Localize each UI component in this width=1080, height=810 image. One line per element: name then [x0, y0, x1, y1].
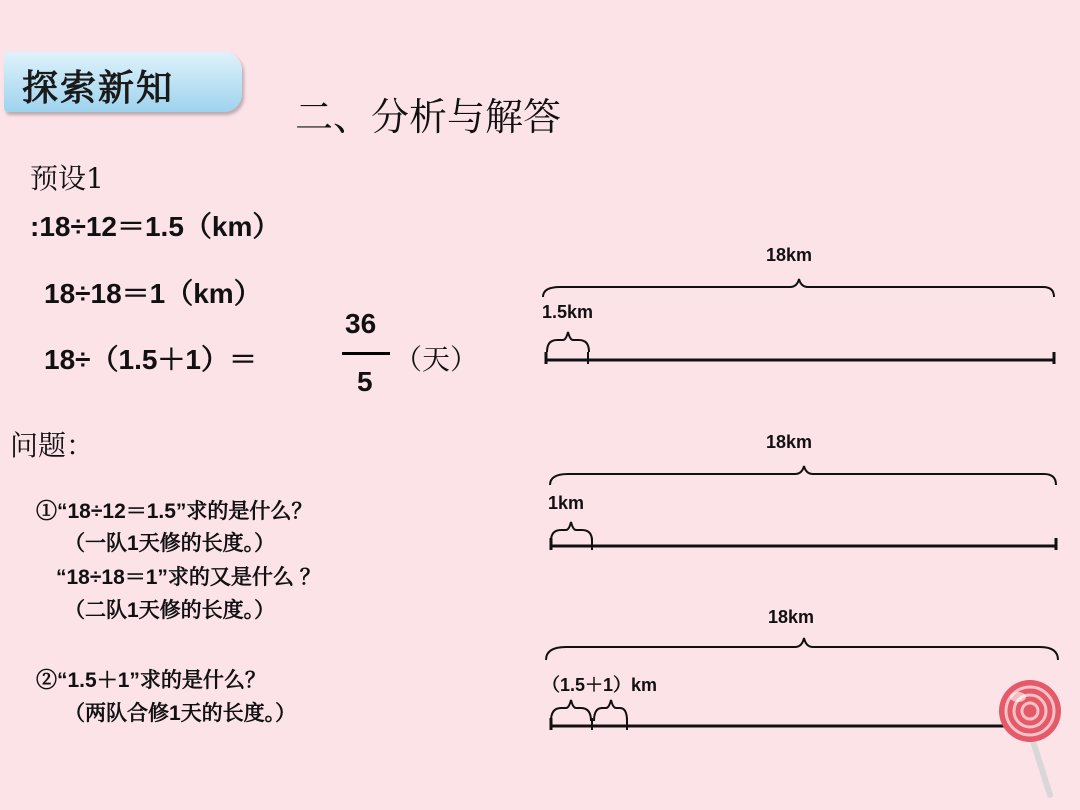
- diagram-1-part-label: 1.5km: [542, 302, 594, 322]
- preset-label: 预设1: [30, 162, 104, 195]
- fraction-numerator: 36: [345, 308, 377, 339]
- fraction-unit: （天）: [394, 343, 479, 376]
- section-badge-label: 探索新知: [22, 67, 175, 109]
- diagram-1-total-label: 18km: [766, 245, 813, 265]
- equation-1: :18÷12＝1.5（km）: [30, 211, 281, 242]
- answer-2: （两队合修1天的长度。）: [64, 702, 297, 725]
- answer-1b: （二队1天修的长度。）: [64, 599, 276, 622]
- fraction-denominator: 5: [357, 366, 373, 397]
- question-1: ①“18÷12＝1.5”求的是什么？: [36, 500, 313, 523]
- equation-3: 18÷（1.5＋1）＝: [44, 344, 258, 375]
- questions-heading: 问题：: [10, 429, 95, 462]
- diagram-3-total-label: 18km: [768, 607, 815, 627]
- diagram-2-part-label: 1km: [548, 493, 585, 513]
- diagram-3-part-label: （1.5＋1）km: [542, 675, 658, 695]
- answer-1: （一队1天修的长度。）: [64, 532, 276, 555]
- page-title: 二、分析与解答: [295, 95, 562, 139]
- question-1b: “18÷18＝1”求的又是什么 ？: [56, 566, 321, 589]
- diagram-2-total-label: 18km: [766, 432, 813, 452]
- equation-2: 18÷18＝1（km）: [44, 278, 262, 309]
- question-2: ②“1.5＋1”求的是什么？: [36, 669, 266, 692]
